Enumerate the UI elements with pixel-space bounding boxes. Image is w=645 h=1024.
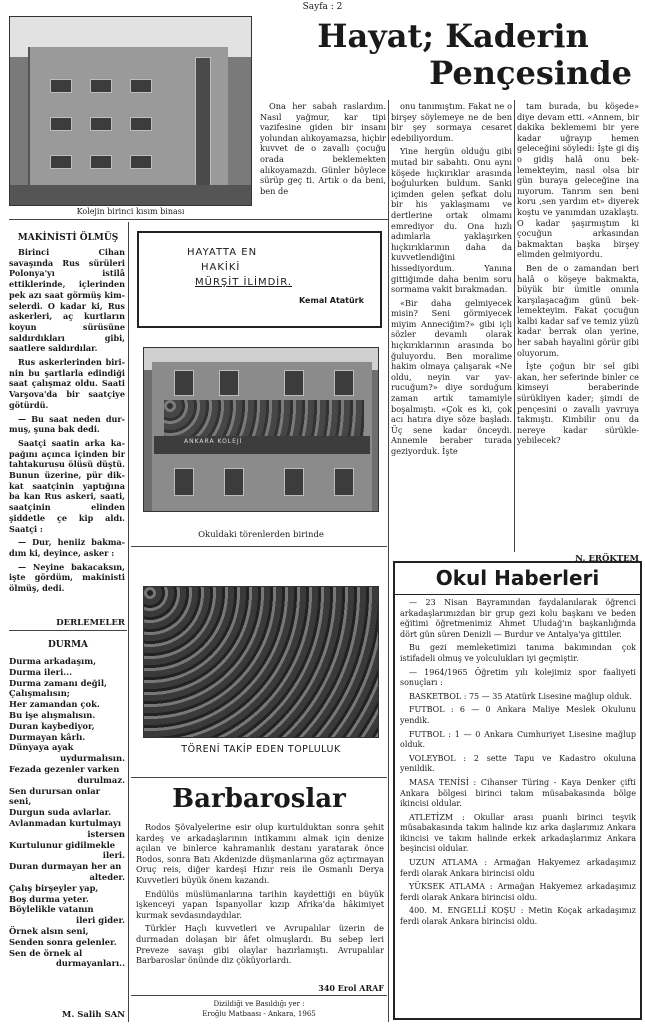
poem-line: Böylelikle vatanın bbox=[9, 904, 94, 915]
article-column-1 bbox=[260, 101, 386, 199]
imprint-line-2: Eroğlu Matbaası - Ankara, 1965 bbox=[202, 1010, 316, 1018]
barbaroslar-paragraph: Endülüs müslümanlarına tarihin kaydettiği en büyük işkenceyi yapan İspanyollar kızıp Afrika'da hâkimiyet kurmak sevdasındaydılar. bbox=[136, 888, 384, 920]
quote-line-2: HAKİKİ bbox=[201, 262, 241, 273]
poem-line: uydurmalısın. bbox=[60, 753, 125, 764]
article-author: N. ERÖKTEM bbox=[575, 554, 639, 564]
article-title-line2: Pençesinde bbox=[429, 54, 632, 92]
school-news-item: VOLEYBOL : 2 sette Tapu ve Kadastro okuluna yenildik. bbox=[400, 753, 636, 774]
school-news-item: FUTBOL : 1 — 0 Ankara Cumhuriyet Lisesine mağlup olduk. bbox=[400, 729, 636, 750]
poem-line: Durma ileri... bbox=[9, 666, 73, 677]
poem-line: Avlanmadan kurtulmayı bbox=[9, 817, 122, 828]
poem-line: Durma arkadaşım, bbox=[9, 656, 96, 666]
article-paragraph: Yine hergün olduğu gibi mutad bir sabahtı. Onu aynı köşede hıçkırıklar arasında boğulurken buldum. Sanki içimden gelen şefkat dolu bir his yaklaşmamı ve dertlerine ortak olmamı emrediyor du. Ona hızlı adımlarla yaklaşırken hıçkırıklarının daha da kuvvetlendiğini hissediyordum. Yanına gittiğimde daha benim soru sormama vakit bırakmadan. bbox=[391, 146, 512, 295]
ataturk-quote-box bbox=[137, 231, 382, 328]
crowd-photo-caption: TÖRENİ TAKİP EDEN TOPLULUK bbox=[181, 744, 341, 755]
poem-line: ileri. bbox=[102, 850, 125, 861]
poem-line: Boş durma yeter. bbox=[9, 893, 89, 904]
school-news-item: FUTBOL : 6 — 0 Ankara Maliye Meslek Okulunu yendik. bbox=[400, 705, 636, 725]
poem-line: Sen de örnek al bbox=[9, 947, 83, 958]
makinist-author: DERLEMELER bbox=[56, 618, 125, 628]
college-photo-caption: Kolejin birinci kısım binası bbox=[76, 207, 185, 216]
durma-title: DURMA bbox=[47, 640, 89, 650]
poem-line: Duran kaybediyor, bbox=[9, 720, 95, 731]
poem-line: Duran durmayan her an bbox=[9, 861, 122, 872]
college-building-photo bbox=[9, 16, 252, 206]
school-news-item: UZUN ATLAMA : Armağan Hakyemez arkadaşımız ferdi olarak Ankara birincisi oldu bbox=[400, 858, 636, 878]
makinist-title: MAKİNİSTİ ÖLMÜŞ bbox=[17, 233, 119, 243]
school-news-item: — 1964/1965 Öğretim yılı kolejimiz spor faaliyeti sonuçları : bbox=[400, 667, 636, 688]
poem-line: durmayanları.. bbox=[55, 958, 125, 969]
poem-line: Her zamandan çok. bbox=[9, 699, 100, 710]
poem-line: alteder. bbox=[89, 871, 125, 882]
quote-author: Kemal Atatürk bbox=[299, 296, 364, 305]
poem-line: Fezada gezenler varken bbox=[9, 763, 120, 774]
article-column-3 bbox=[517, 101, 639, 449]
poem-line: Bu işe alışmalısın. bbox=[9, 709, 96, 720]
barbaroslar-paragraph: Türkler Haçlı kuvvetleri ve Avrupalılar üzerin de durmadan dolaşan bir âfet olmuşlardı. Bu sebep leri Preveze savaşı gibi olaylar hazırlamıştı. Avrupalılar Barbaroslar önünde diz çöküyorlardı. bbox=[136, 923, 384, 966]
school-news-item: Bu gezi memleketimizi tanıma bakımından çok istifadeli olmuş ve yolculukları iyi geçmiştir. bbox=[400, 643, 636, 663]
barbaroslar-author: 340 Erol ARAF bbox=[318, 983, 384, 993]
barbaroslar-title: Barbaroslar bbox=[172, 784, 346, 814]
school-news-item: 400. M. ENGELLİ KOŞU : Metin Koçak arkadaşımız ferdi olarak Ankara birincisi oldu. bbox=[400, 906, 636, 927]
barbaroslar-text bbox=[136, 822, 384, 969]
poem-line: ileri gider. bbox=[76, 915, 125, 926]
school-news-item: YÜKSEK ATLAMA : Armağan Hakyemez arkadaşımız ferdi olarak Ankara birincisi oldu. bbox=[400, 882, 636, 902]
school-news-item: ATLETİZM : Okullar arası puanlı birinci teşvik müsabakasında takım halinde kız arka daşlarımız Ankara ikincisi ve takım halinde erkek arkadaşlarımız Ankara beşincisi oldular. bbox=[400, 812, 636, 854]
article-paragraph: İşte çoğun bir sel gibi akan, her seferinde binler ce kimseyi beraberinde sürükliyen kader; şimdi de pençesini o zavallı yavruya takmıştı. Kimbilir onu da nereye kadar sürükleyebilecek? bbox=[517, 361, 639, 446]
makinist-text bbox=[9, 247, 125, 597]
quote-line-1: HAYATTA EN bbox=[187, 247, 258, 258]
poem-line: Sen durursan onlar seni, bbox=[9, 785, 101, 807]
poem-line: Çalış birşeyler yap, bbox=[9, 882, 99, 893]
school-news-item: BASKETBOL : 75 — 35 Atatürk Lisesine mağlup olduk. bbox=[409, 691, 632, 701]
poem-line: Durma zamanı değil, bbox=[9, 677, 107, 688]
makinist-paragraph: — Dur, heniiz bakmadım ki, deyince, asker : bbox=[9, 537, 125, 558]
article-paragraph: onu tanımıştım. Fakat ne o birşey söylemeye ne de ben bir şey sormaya cesaret edebiliyordum. bbox=[391, 101, 512, 143]
school-news-item: — 23 Nisan Bayramından faydalanılarak öğrenci arkadaşlarımızdan bir grup gezi kolu başkanı ve beden eğitimi öğretmenimiz Ahmet Uludağ'ın başkanlığında dört gün süren Denizli — Burdur ve Antalya'ya gittiler. bbox=[400, 598, 636, 639]
poem-line: Durmayan kârlı. bbox=[9, 731, 86, 742]
quote-line-3: MÜRŞİT İLİMDİR. bbox=[195, 277, 292, 288]
makinist-paragraph: — Neyine bakacaksın, işte gördüm, makinisti ölmüş, dedi. bbox=[9, 561, 125, 594]
makinist-paragraph: — Bu saat neden durmuş, şuna bak dedi. bbox=[9, 413, 125, 435]
page-number: Sayfa : 2 bbox=[302, 2, 343, 12]
poem-line: Çalışmalısın; bbox=[9, 688, 70, 699]
poem-line: Senden sonra gelenler. bbox=[9, 936, 117, 947]
makinist-paragraph: Rus askerlerinden birinin bu şartlarla edindiği saat çalışmaz oldu. Saati Varşova'da bir saatçiye götürdü. bbox=[9, 357, 125, 410]
crowd-photo bbox=[143, 586, 379, 738]
article-column-2 bbox=[391, 101, 512, 460]
school-news-text bbox=[400, 598, 636, 931]
makinist-paragraph: Birinci Cihan savaşında Rus sürüleri Polonya'yı istilâ ettiklerinde, içlerinden pek azı saat görmüş kimselerdi. O kadar ki, Rus askerleri, aç kurtların koyun sürüsüne saldırdıkları gibi, saatlere saldırdılar. bbox=[9, 247, 125, 354]
poem-line: durulmaz. bbox=[77, 774, 125, 785]
school-news-item: MASA TENİSİ : Cihanser Türing - Kaya Denker çifti Ankara bölgesi birinci takım müsabakasında bölge ikincisi oldular. bbox=[400, 777, 636, 809]
makinist-paragraph: Saatçi saatin arka kapağını açınca içinden bir tahtakurusu ölüsü düştü. Bunun üzerine, pür dikkat saatçinin yaptığına ba kan Rus askeri, saati, saatçinin elinden şiddetle çe kip aldı. Saatçi : bbox=[9, 437, 125, 534]
ceremony-photo-caption: Okuldaki törenlerden birinde bbox=[198, 530, 324, 540]
article-paragraph: «Bir daha gelmiyecek misin? Seni görmiyecek miyim Anneciğim?» gibi içli sözler devamlı olarak hıçkırıklarının arasında bo ğuluyordu. Ben moralime hakim olmaya çalışarak «Ne oldu, neyin var yavrucuğum?» diye sorduğum zaman artık tamamiyle boşalmıştı. «Çok es ki, çok acı hatıra diye söze başladı. Üç sene kadar önceydi. Annemle beraber turada geziyorduk. İşte bbox=[391, 297, 512, 456]
poem-line: istersen bbox=[87, 828, 125, 839]
article-paragraph: tam burada, bu köşede» diye devam etti. «Annem, bir dakika beklememi bir yere kadar uğrayıp hemen geleceğini söyledi: İşte gi diş o gidiş halâ onu beklemekteyim, nasıl olsa bir gün buraya geleceğine ina nıyorum. Tanrım sen beni koru ,sen yardım et» diyerek koştu ve yanımdan uzaklaştı. O kadar şaşırmıştım ki çocuğun arkasından bakmaktan başka birşey elimden gelmiyordu. bbox=[517, 101, 639, 260]
poem-line: Dünyaya ayak bbox=[9, 742, 74, 753]
article-paragraph: Ben de o zamandan beri halâ o köşeye bakmakta, büyük bir ümitle onunla karşılaşacağım günü beklemekteyim. Fakat çocuğun kalbi kadar saf ve temiz yüzü kadar berrak olan yerine, her sabah hayalini görür gibi oluyorum. bbox=[517, 262, 639, 358]
poem-line: Örnek alsın seni, bbox=[9, 925, 89, 936]
ceremony-banner: ANKARA KOLEJİ bbox=[184, 438, 243, 445]
school-news-title: Okul Haberleri bbox=[435, 566, 600, 590]
imprint-line-1: Dizildiği ve Basıldığı yer : bbox=[213, 1000, 305, 1008]
durma-poem bbox=[9, 656, 125, 969]
article-paragraph: Ona her sabah raslardım. Nasıl yağmur, kar tipi vazifesine giden bir insanı yolundan alıkoyamazsa, hiçbir kuvvet de o zavallı çocuğu orada beklemekten alıkoyamazdı. Günler böylece sürüp geç ti. Artık o da beni, ben de bbox=[260, 101, 386, 196]
poem-line: Kurtulunur gidilmekle bbox=[9, 839, 116, 850]
ceremony-photo bbox=[143, 347, 379, 512]
poem-line: Durgun suda avlarlar. bbox=[9, 807, 112, 818]
barbaroslar-paragraph: Rodos Şövalyelerine esir olup kurtulduktan sonra şehit kardeş ve arkadaşlarının intikamını almak için denize açılan ve binlerce kahramanlık destanı yaratarak önce Rodos, sonra Batı Akdenizde düşmanlarına göz açtırmayan Oruç reis, diğer kardeşi Hızır reis ile Osmanlı Derya Kuvvetleri büyük önem kazandı. bbox=[136, 822, 384, 885]
durma-author: M. Salih SAN bbox=[61, 1010, 125, 1020]
article-title-line1: Hayat; Kaderin bbox=[317, 17, 589, 55]
